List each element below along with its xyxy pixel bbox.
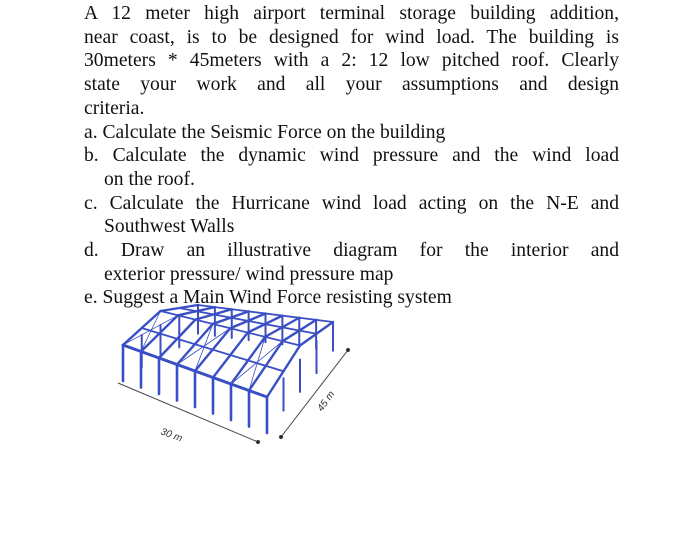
item-d-cont: exterior pressure/ wind pressure map — [104, 263, 394, 285]
width-label: 30 m — [158, 426, 184, 445]
intro-line: state your work and all your assumptions and design — [84, 74, 619, 96]
intro-line: A 12 meter high airport terminal storage building addition, — [84, 3, 619, 24]
item-b-cont: on the roof. — [104, 168, 195, 190]
intro-line: criteria. — [84, 97, 145, 119]
item-a: a. Calculate the Seismic Force on the building — [84, 121, 446, 143]
length-dimension-line — [281, 350, 348, 437]
purlin — [142, 328, 284, 371]
item-e: e. Suggest a Main Wind Force resisting system — [84, 287, 452, 309]
intro-line: near coast, is to be designed for wind load. The building is — [84, 26, 619, 48]
width-dimension-line — [118, 383, 258, 445]
item-c-cont: Southwest Walls — [104, 216, 235, 238]
steel-frame — [123, 305, 333, 433]
item-d: d. Draw an illustrative diagram for the interior and — [84, 240, 619, 262]
intro-line: 30meters * 45meters with a 2: 12 low pitched roof. Clearly — [84, 50, 619, 72]
item-c: c. Calculate the Hurricane wind load acting on the N-E and — [84, 192, 619, 214]
item-b: b. Calculate the dynamic wind pressure and the wind load — [84, 145, 619, 167]
dimension-lines — [118, 348, 350, 443]
length-label: 45 m — [315, 389, 338, 414]
